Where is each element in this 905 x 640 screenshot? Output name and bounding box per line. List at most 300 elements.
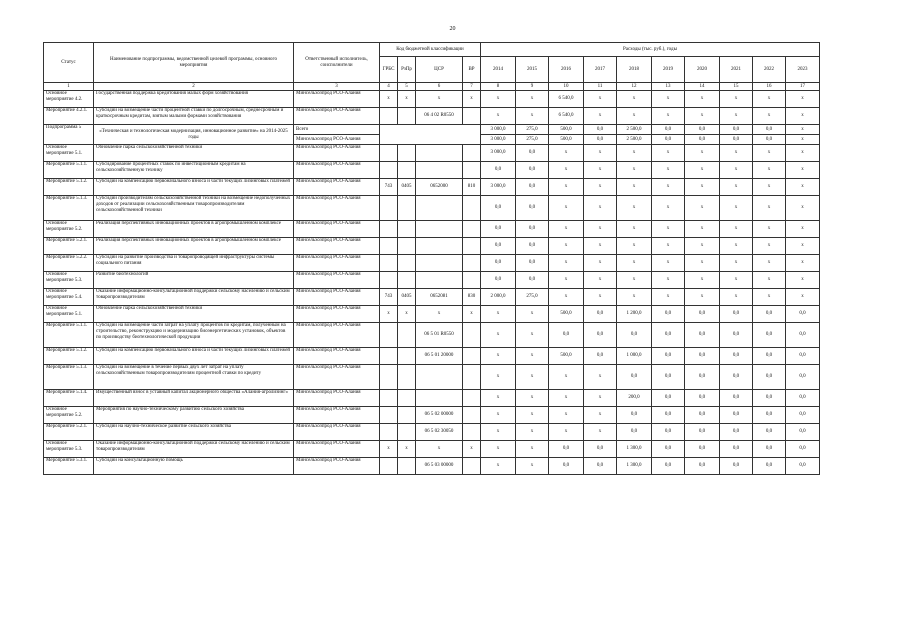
- row-value: х: [584, 145, 617, 162]
- row-status: Мероприятие 5.1.1.: [44, 323, 94, 348]
- row-value: 0,0: [652, 441, 685, 458]
- row-value: х: [584, 179, 617, 196]
- row-csr: [416, 390, 463, 407]
- subprogram-value: 0,0: [720, 125, 753, 135]
- row-status: Мероприятие 5.1.2.: [44, 348, 94, 365]
- row-value: 0,0: [481, 221, 516, 238]
- row-value: 0,0: [685, 348, 720, 365]
- row-grbs: [380, 255, 398, 272]
- subprogram-value: 0,0: [720, 135, 753, 145]
- row-value: х: [753, 145, 786, 162]
- header-year: 2016: [549, 57, 584, 83]
- header-year: 2021: [720, 57, 753, 83]
- row-status: Мероприятие 5.2.1.: [44, 424, 94, 441]
- row-executor: Минсельхозпрод РСО-Алания: [294, 272, 380, 289]
- row-status: Основное мероприятие 5.3.: [44, 272, 94, 289]
- row-grbs: [380, 221, 398, 238]
- header-year: 2020: [685, 57, 720, 83]
- row-status: Мероприятие 5.2.2.: [44, 255, 94, 272]
- row-value: 0,0: [584, 458, 617, 475]
- row-value: х: [753, 162, 786, 179]
- row-value: 0,0: [753, 458, 786, 475]
- row-value: х: [481, 441, 516, 458]
- row-rzpr: [398, 365, 416, 390]
- row-value: 0,0: [652, 306, 685, 323]
- row-value: х: [685, 145, 720, 162]
- row-status: Мероприятие 5.2.1.: [44, 238, 94, 255]
- row-value: х: [720, 255, 753, 272]
- row-vr: х: [463, 441, 481, 458]
- row-executor: Минсельхозпрод РСО-Алания: [294, 179, 380, 196]
- row-csr: [416, 365, 463, 390]
- row-value: 0,0: [516, 196, 549, 221]
- row-value: х: [584, 365, 617, 390]
- row-value: х: [481, 108, 516, 125]
- row-value: х: [786, 289, 820, 306]
- row-value: 0,0: [786, 306, 820, 323]
- row-vr: [463, 458, 481, 475]
- subprogram-value: 0,0: [685, 125, 720, 135]
- row-value: х: [753, 272, 786, 289]
- row-vr: 830: [463, 289, 481, 306]
- table-row: [44, 272, 820, 289]
- row-vr: [463, 348, 481, 365]
- subprogram-row-total: [44, 125, 820, 135]
- row-value: 0,0: [753, 424, 786, 441]
- row-vr: [463, 162, 481, 179]
- row-value: х: [685, 221, 720, 238]
- row-value: х: [685, 108, 720, 125]
- row-executor: Минсельхозпрод РСО-Алания: [294, 348, 380, 365]
- row-vr: [463, 365, 481, 390]
- row-value: х: [617, 238, 652, 255]
- row-vr: [463, 108, 481, 125]
- row-value: 0,0: [720, 306, 753, 323]
- row-executor: Минсельхозпрод РСО-Алания: [294, 162, 380, 179]
- table-row: [44, 407, 820, 424]
- header-year: 2015: [516, 57, 549, 83]
- row-value: х: [786, 145, 820, 162]
- row-value: х: [786, 221, 820, 238]
- subprogram-name: «Техническая и технологическая модернизация, инновационное развитие» на 2014-2025 годы: [94, 125, 294, 145]
- column-number: 4: [380, 83, 398, 91]
- row-name: Субсидии на компенсацию первоначального взноса и части текущих лизинговых платежей: [94, 179, 294, 196]
- row-value: х: [549, 424, 584, 441]
- row-name: Субсидии на возмещение в течение первых двух лет затрат на уплату сельскохозяйственным товаропроизводителям процентной ставки по кредиту: [94, 365, 294, 390]
- row-value: х: [652, 196, 685, 221]
- row-value: 0,0: [720, 323, 753, 348]
- row-grbs: [380, 108, 398, 125]
- row-status: Мероприятие 5.1.1.: [44, 162, 94, 179]
- subprogram-value: 500,0: [549, 135, 584, 145]
- row-value: х: [753, 91, 786, 108]
- row-name: Имущественный взнос в уставный капитал акционерного общества «Алания-агролизинг»: [94, 390, 294, 407]
- row-value: 0,0: [685, 458, 720, 475]
- row-status: Мероприятие 5.1.4.: [44, 390, 94, 407]
- row-value: 0,0: [584, 348, 617, 365]
- table-row: [44, 108, 820, 125]
- row-value: 3 000,0: [481, 179, 516, 196]
- row-grbs: 743: [380, 289, 398, 306]
- row-status: Мероприятие 5.3.1.: [44, 458, 94, 475]
- row-value: х: [720, 91, 753, 108]
- row-value: 0,0: [720, 390, 753, 407]
- row-value: х: [516, 458, 549, 475]
- row-grbs: х: [380, 441, 398, 458]
- row-value: х: [652, 272, 685, 289]
- row-name: Мероприятия по научно-техническому развитию сельского хозяйства: [94, 407, 294, 424]
- row-executor: Минсельхозпрод РСО-Алания: [294, 323, 380, 348]
- row-value: х: [516, 91, 549, 108]
- row-name: Оказание информационно-консультационной поддержки сельскому населению и сельским товаропроизводителям: [94, 441, 294, 458]
- row-value: х: [516, 441, 549, 458]
- row-name: Субсидии на консультационную помощь: [94, 458, 294, 475]
- row-value: 2 000,0: [481, 289, 516, 306]
- row-value: х: [786, 179, 820, 196]
- row-csr: х: [416, 91, 463, 108]
- row-grbs: [380, 390, 398, 407]
- column-number: 3: [294, 83, 380, 91]
- row-grbs: [380, 407, 398, 424]
- row-csr: 06 5 01 R0550: [416, 323, 463, 348]
- row-value: х: [652, 91, 685, 108]
- row-name: Субсидии производителям сельскохозяйственной техники на возмещение недополученных доходов от реализации сельскохозяйственным товаропроизводителям сельскохозяйственной техники: [94, 196, 294, 221]
- row-value: 0,0: [652, 348, 685, 365]
- column-number: 6: [416, 83, 463, 91]
- row-value: 0,0: [584, 441, 617, 458]
- column-number: 15: [720, 83, 753, 91]
- table-row: [44, 196, 820, 221]
- row-value: 0,0: [652, 365, 685, 390]
- row-value: 0,0: [481, 238, 516, 255]
- row-status: Мероприятие 4.2.1.: [44, 108, 94, 125]
- row-value: х: [584, 424, 617, 441]
- row-vr: [463, 196, 481, 221]
- row-value: 500,0: [549, 306, 584, 323]
- column-number: 13: [652, 83, 685, 91]
- column-number: 11: [584, 83, 617, 91]
- subprogram-value: 275,0: [516, 135, 549, 145]
- table-row: [44, 441, 820, 458]
- row-status: Основное мероприятие 5.4.: [44, 289, 94, 306]
- row-rzpr: [398, 407, 416, 424]
- row-value: х: [685, 162, 720, 179]
- row-rzpr: [398, 196, 416, 221]
- row-value: 0,0: [617, 323, 652, 348]
- table-row: [44, 179, 820, 196]
- row-csr: [416, 255, 463, 272]
- row-executor: Минсельхозпрод РСО-Алания: [294, 145, 380, 162]
- row-value: х: [720, 221, 753, 238]
- row-status: Основное мероприятие 5.2.: [44, 407, 94, 424]
- row-name: Субсидии на развитие производства и товаропроводящей инфраструктуры системы социального питания: [94, 255, 294, 272]
- row-value: 0,0: [549, 323, 584, 348]
- row-status: Основное мероприятие 4.2.: [44, 91, 94, 108]
- row-vr: [463, 323, 481, 348]
- row-rzpr: [398, 255, 416, 272]
- row-value: х: [584, 407, 617, 424]
- row-value: х: [617, 108, 652, 125]
- row-value: 0,0: [685, 323, 720, 348]
- table-row: [44, 390, 820, 407]
- row-value: 0,0: [617, 407, 652, 424]
- row-value: 0,0: [786, 348, 820, 365]
- column-number: 9: [516, 83, 549, 91]
- row-value: х: [685, 272, 720, 289]
- row-value: х: [617, 162, 652, 179]
- row-grbs: [380, 145, 398, 162]
- row-value: х: [720, 289, 753, 306]
- subprogram-status: Подпрограмма 5: [44, 125, 94, 145]
- row-value: х: [516, 323, 549, 348]
- row-vr: [463, 255, 481, 272]
- row-vr: [463, 424, 481, 441]
- row-value: х: [549, 289, 584, 306]
- row-name: Субсидии на возмещение части процентной ставки по долгосрочным, среднесрочным и краткосрочным кредитам, взятым малыми формами хозяйствования: [94, 108, 294, 125]
- row-name: Реализация перспективных инновационных проектов в агропромышленном комплексе: [94, 238, 294, 255]
- row-value: 0,0: [753, 323, 786, 348]
- column-number: 16: [753, 83, 786, 91]
- page-number: 20: [449, 26, 456, 32]
- row-value: х: [786, 91, 820, 108]
- row-value: х: [516, 108, 549, 125]
- row-value: х: [516, 407, 549, 424]
- table-row: [44, 306, 820, 323]
- row-rzpr: х: [398, 441, 416, 458]
- row-value: х: [481, 306, 516, 323]
- row-value: х: [617, 221, 652, 238]
- row-status: Мероприятие 5.1.2.: [44, 179, 94, 196]
- row-name: Оказание информационно-консультационной поддержки сельскому населению и сельским товаропроизводителям: [94, 289, 294, 306]
- row-rzpr: х: [398, 306, 416, 323]
- row-value: 0,0: [720, 424, 753, 441]
- row-value: х: [584, 221, 617, 238]
- row-value: х: [652, 221, 685, 238]
- header-year: 2017: [584, 57, 617, 83]
- row-value: 0,0: [516, 179, 549, 196]
- row-status: Основное мероприятие 5.1.: [44, 145, 94, 162]
- row-value: 0,0: [753, 407, 786, 424]
- column-number: 17: [786, 83, 820, 91]
- row-vr: х: [463, 306, 481, 323]
- row-value: х: [584, 255, 617, 272]
- row-status: Основное мероприятие 5.1.: [44, 306, 94, 323]
- row-value: х: [720, 196, 753, 221]
- row-name: Реализация перспективных инновационных проектов в агропромышленном комплексе: [94, 221, 294, 238]
- table-row: [44, 365, 820, 390]
- row-value: х: [516, 348, 549, 365]
- row-value: 0,0: [753, 348, 786, 365]
- header-code: РзПр: [398, 57, 416, 83]
- row-value: х: [720, 272, 753, 289]
- row-value: х: [549, 365, 584, 390]
- table-row: [44, 162, 820, 179]
- row-value: 0,0: [516, 272, 549, 289]
- row-value: 0,0: [685, 407, 720, 424]
- row-value: х: [786, 272, 820, 289]
- row-value: 0,0: [720, 441, 753, 458]
- row-value: 0,0: [786, 458, 820, 475]
- row-csr: 0652000: [416, 179, 463, 196]
- row-rzpr: [398, 390, 416, 407]
- column-number: 7: [463, 83, 481, 91]
- row-value: 0,0: [786, 390, 820, 407]
- row-value: х: [720, 179, 753, 196]
- subprogram-value: 0,0: [753, 125, 786, 135]
- row-value: х: [753, 238, 786, 255]
- row-csr: [416, 221, 463, 238]
- column-number: 14: [685, 83, 720, 91]
- row-value: х: [481, 390, 516, 407]
- row-value: х: [720, 238, 753, 255]
- row-value: х: [652, 255, 685, 272]
- row-value: 0,0: [753, 441, 786, 458]
- subprogram-value: 0,0: [584, 135, 617, 145]
- row-rzpr: [398, 424, 416, 441]
- row-executor: Минсельхозпрод РСО-Алания: [294, 306, 380, 323]
- row-executor: Минсельхозпрод РСО-Алания: [294, 91, 380, 108]
- row-value: 0,0: [584, 306, 617, 323]
- row-name: Обновление парка сельскохозяйственной техники: [94, 145, 294, 162]
- header-year: 2014: [481, 57, 516, 83]
- row-status: Основное мероприятие 5.2.: [44, 221, 94, 238]
- row-value: х: [584, 390, 617, 407]
- row-value: х: [652, 179, 685, 196]
- row-value: 0,0: [753, 365, 786, 390]
- row-rzpr: [398, 108, 416, 125]
- row-value: х: [617, 145, 652, 162]
- row-value: х: [481, 424, 516, 441]
- row-value: 0,0: [753, 390, 786, 407]
- row-csr: 06 5 01 20000: [416, 348, 463, 365]
- row-value: х: [685, 289, 720, 306]
- row-csr: 06 4 02 R0550: [416, 108, 463, 125]
- row-name: Субсидии на компенсацию первоначального взноса и части текущих лизинговых платежей: [94, 348, 294, 365]
- row-value: 0,0: [652, 390, 685, 407]
- header-name: Наименование подпрограммы, ведомственной целевой программы, основного мероприятия: [94, 43, 294, 83]
- row-name: Государственная поддержка кредитования малых форм хозяйствования: [94, 91, 294, 108]
- column-number: 5: [398, 83, 416, 91]
- row-grbs: [380, 272, 398, 289]
- row-value: х: [617, 179, 652, 196]
- row-rzpr: 0405: [398, 289, 416, 306]
- subprogram-value: 2 500,0: [617, 135, 652, 145]
- row-value: 0,0: [786, 407, 820, 424]
- row-value: х: [549, 162, 584, 179]
- row-value: х: [786, 238, 820, 255]
- row-value: 6 540,0: [549, 108, 584, 125]
- row-csr: [416, 272, 463, 289]
- row-vr: [463, 221, 481, 238]
- row-value: 0,0: [481, 272, 516, 289]
- row-value: х: [753, 196, 786, 221]
- row-csr: [416, 145, 463, 162]
- row-value: х: [584, 91, 617, 108]
- table-row: [44, 145, 820, 162]
- row-value: х: [516, 424, 549, 441]
- row-name: Развитие биотехнологий: [94, 272, 294, 289]
- row-rzpr: [398, 221, 416, 238]
- subprogram-value: 500,0: [549, 125, 584, 135]
- row-vr: [463, 272, 481, 289]
- row-value: 0,0: [481, 196, 516, 221]
- row-value: х: [652, 108, 685, 125]
- row-executor: Минсельхозпрод РСО-Алания: [294, 458, 380, 475]
- row-value: х: [652, 238, 685, 255]
- row-rzpr: [398, 272, 416, 289]
- row-value: 0,0: [685, 306, 720, 323]
- row-rzpr: [398, 238, 416, 255]
- row-value: х: [549, 221, 584, 238]
- row-value: х: [481, 348, 516, 365]
- table-row: [44, 221, 820, 238]
- row-csr: х: [416, 441, 463, 458]
- row-csr: 0652081: [416, 289, 463, 306]
- row-value: х: [516, 365, 549, 390]
- row-executor: Минсельхозпрод РСО-Алания: [294, 289, 380, 306]
- row-value: х: [549, 179, 584, 196]
- column-number: 2: [94, 83, 294, 91]
- subprogram-value: 275,0: [516, 125, 549, 135]
- row-vr: [463, 145, 481, 162]
- row-value: х: [549, 145, 584, 162]
- subprogram-value: 0,0: [685, 135, 720, 145]
- row-csr: [416, 162, 463, 179]
- row-value: х: [685, 179, 720, 196]
- header-code: ГРБС: [380, 57, 398, 83]
- row-value: 1 300,0: [617, 458, 652, 475]
- header-year: 2022: [753, 57, 786, 83]
- column-number: 1: [44, 83, 94, 91]
- row-value: х: [753, 221, 786, 238]
- row-value: х: [584, 162, 617, 179]
- table-row: [44, 348, 820, 365]
- row-value: 6 540,0: [549, 91, 584, 108]
- row-value: х: [786, 255, 820, 272]
- row-value: х: [753, 289, 786, 306]
- row-value: х: [516, 390, 549, 407]
- table-row: [44, 255, 820, 272]
- row-value: х: [753, 108, 786, 125]
- row-value: 0,0: [685, 441, 720, 458]
- row-value: 275,0: [516, 289, 549, 306]
- row-value: 0,0: [720, 348, 753, 365]
- row-value: 0,0: [516, 221, 549, 238]
- row-executor: Минсельхозпрод РСО-Алания: [294, 255, 380, 272]
- row-value: х: [549, 255, 584, 272]
- row-value: х: [617, 91, 652, 108]
- row-value: 0,0: [720, 407, 753, 424]
- row-value: х: [685, 196, 720, 221]
- table-row: [44, 424, 820, 441]
- subprogram-value: 0,0: [753, 135, 786, 145]
- row-value: 200,0: [617, 390, 652, 407]
- row-csr: 06 5 02 00000: [416, 407, 463, 424]
- row-value: х: [584, 196, 617, 221]
- row-value: 1 200,0: [617, 306, 652, 323]
- column-number: 12: [617, 83, 652, 91]
- row-rzpr: [398, 458, 416, 475]
- row-value: 1 300,0: [617, 441, 652, 458]
- row-value: х: [549, 238, 584, 255]
- subprogram-codes: [380, 125, 481, 145]
- row-status: Мероприятие 5.1.3.: [44, 365, 94, 390]
- row-executor: Минсельхозпрод РСО-Алания: [294, 441, 380, 458]
- row-value: 0,0: [652, 323, 685, 348]
- row-value: х: [617, 255, 652, 272]
- row-grbs: х: [380, 91, 398, 108]
- row-grbs: [380, 196, 398, 221]
